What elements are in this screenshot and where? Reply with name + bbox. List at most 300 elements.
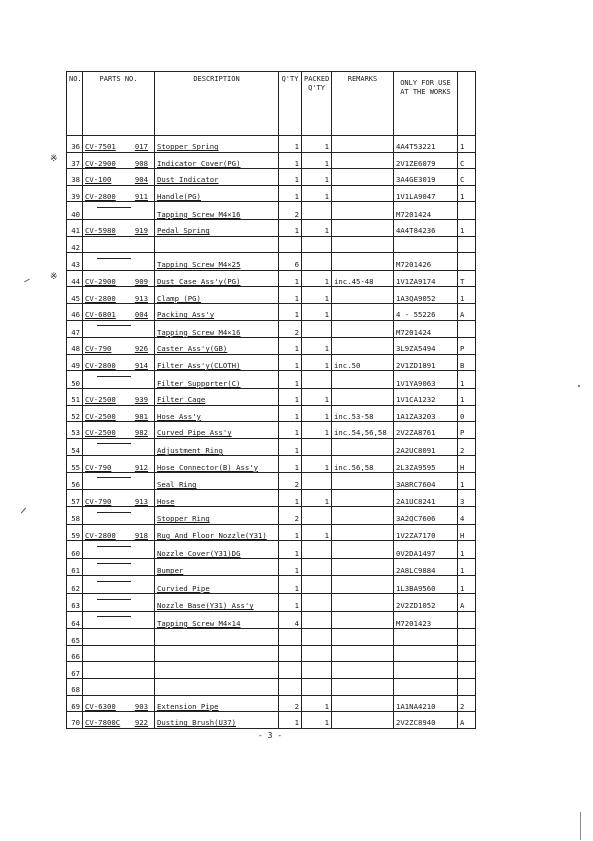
table-row bbox=[67, 438, 476, 456]
parts-number bbox=[83, 236, 155, 253]
works-flag-cell: H bbox=[458, 456, 476, 473]
row-number: 40 bbox=[67, 202, 83, 220]
parts-suffix: 918 bbox=[134, 530, 148, 540]
packed-qty-cell bbox=[302, 253, 332, 271]
row-number: 39 bbox=[67, 185, 83, 202]
row-number: 37 bbox=[67, 152, 83, 169]
packed-qty-cell bbox=[302, 507, 332, 525]
packed-qty-cell bbox=[302, 662, 332, 679]
description-cell bbox=[155, 645, 279, 662]
header-works: ONLY FOR USE AT THE WORKS bbox=[394, 72, 458, 136]
parts-number bbox=[83, 388, 155, 405]
works-flag-cell: B bbox=[458, 354, 476, 371]
row-number: 63 bbox=[67, 594, 83, 612]
table-row bbox=[67, 524, 476, 541]
works-code-cell: 1V1LA9047 bbox=[394, 185, 458, 202]
parts-suffix: 903 bbox=[134, 701, 148, 711]
parts-dash bbox=[97, 477, 131, 478]
description-cell: Hose bbox=[155, 490, 279, 507]
parts-table bbox=[66, 71, 476, 729]
parts-number bbox=[83, 422, 155, 439]
parts-number bbox=[83, 270, 155, 287]
row-number: 70 bbox=[67, 712, 83, 729]
parts-number bbox=[83, 136, 155, 153]
parts-number bbox=[83, 219, 155, 236]
parts-dash bbox=[97, 546, 131, 547]
parts-suffix: 913 bbox=[134, 496, 148, 506]
packed-qty-cell: 1 bbox=[302, 405, 332, 422]
parts-suffix: 913 bbox=[134, 293, 148, 303]
parts-dash bbox=[97, 563, 131, 564]
packed-qty-cell bbox=[302, 202, 332, 220]
parts-number bbox=[83, 611, 155, 629]
row-number: 62 bbox=[67, 576, 83, 594]
works-flag-cell: A bbox=[458, 303, 476, 320]
row-number: 42 bbox=[67, 236, 83, 253]
row-number: 41 bbox=[67, 219, 83, 236]
page-number: - 3 - bbox=[258, 731, 283, 740]
parts-suffix: 922 bbox=[134, 718, 148, 728]
works-code-cell: 3A4GE3019 bbox=[394, 169, 458, 186]
parts-code: CV-2500 bbox=[85, 428, 116, 438]
remarks-cell bbox=[332, 712, 394, 729]
packed-qty-cell: 1 bbox=[302, 490, 332, 507]
remarks-cell bbox=[332, 169, 394, 186]
table-row bbox=[67, 712, 476, 729]
table-row bbox=[67, 388, 476, 405]
remarks-cell: inc.56,58 bbox=[332, 456, 394, 473]
remarks-cell bbox=[332, 152, 394, 169]
row-number: 66 bbox=[67, 645, 83, 662]
row-number: 64 bbox=[67, 611, 83, 629]
quantity-cell: 1 bbox=[279, 287, 302, 304]
remarks-cell bbox=[332, 185, 394, 202]
table-row bbox=[67, 152, 476, 169]
packed-qty-cell: 1 bbox=[302, 303, 332, 320]
table-row bbox=[67, 371, 476, 389]
packed-qty-cell: 1 bbox=[302, 422, 332, 439]
table-row bbox=[67, 422, 476, 439]
parts-rows bbox=[67, 136, 476, 729]
description-cell: Curved Pipe Ass'y bbox=[155, 422, 279, 439]
works-flag-cell: 0 bbox=[458, 405, 476, 422]
parts-suffix: 919 bbox=[134, 226, 148, 236]
table-row bbox=[67, 253, 476, 271]
scan-speck bbox=[21, 507, 26, 513]
parts-number bbox=[83, 507, 155, 525]
parts-number bbox=[83, 558, 155, 576]
row-number: 46 bbox=[67, 303, 83, 320]
parts-code: CV-100 bbox=[85, 175, 112, 185]
works-code-cell: 1A1NA4210 bbox=[394, 695, 458, 712]
parts-number bbox=[83, 679, 155, 696]
description-cell: Extension Pipe bbox=[155, 695, 279, 712]
packed-qty-cell bbox=[302, 576, 332, 594]
parts-number bbox=[83, 662, 155, 679]
packed-qty-cell bbox=[302, 472, 332, 490]
quantity-cell: 1 bbox=[279, 152, 302, 169]
row-number: 57 bbox=[67, 490, 83, 507]
works-flag-cell: 1 bbox=[458, 185, 476, 202]
remarks-cell bbox=[332, 219, 394, 236]
packed-qty-cell: 1 bbox=[302, 185, 332, 202]
packed-qty-cell: 1 bbox=[302, 219, 332, 236]
row-number: 59 bbox=[67, 524, 83, 541]
table-row bbox=[67, 270, 476, 287]
description-cell: Filter Ass'y(CLOTH) bbox=[155, 354, 279, 371]
row-number: 43 bbox=[67, 253, 83, 271]
works-code-cell: 1V2ZA7170 bbox=[394, 524, 458, 541]
packed-qty-cell bbox=[302, 558, 332, 576]
parts-number bbox=[83, 712, 155, 729]
quantity-cell bbox=[279, 629, 302, 646]
works-code-cell: 3L9ZA5494 bbox=[394, 338, 458, 355]
quantity-cell: 1 bbox=[279, 594, 302, 612]
remarks-cell bbox=[332, 629, 394, 646]
table-row bbox=[67, 136, 476, 153]
works-flag-cell: H bbox=[458, 524, 476, 541]
parts-number bbox=[83, 629, 155, 646]
parts-code: CV-5980 bbox=[85, 226, 116, 236]
parts-number bbox=[83, 354, 155, 371]
description-cell: Nozzle Cover(Y31)DG bbox=[155, 541, 279, 559]
parts-number bbox=[83, 338, 155, 355]
works-code-cell: 1L3BA9560 bbox=[394, 576, 458, 594]
works-code-cell: 4A4T53221 bbox=[394, 136, 458, 153]
remarks-cell bbox=[332, 438, 394, 456]
row-number: 60 bbox=[67, 541, 83, 559]
row-number: 69 bbox=[67, 695, 83, 712]
parts-code: CV-2800 bbox=[85, 530, 116, 540]
parts-dash bbox=[97, 616, 131, 617]
quantity-cell bbox=[279, 236, 302, 253]
remarks-cell bbox=[332, 594, 394, 612]
quantity-cell bbox=[279, 662, 302, 679]
table-row bbox=[67, 405, 476, 422]
remarks-cell bbox=[332, 541, 394, 559]
description-cell: Rug And Floor Nozzle(Y31) bbox=[155, 524, 279, 541]
works-code-cell: M7201423 bbox=[394, 611, 458, 629]
parts-suffix: 904 bbox=[134, 175, 148, 185]
parts-suffix: 939 bbox=[134, 395, 148, 405]
remarks-cell: inc.45-48 bbox=[332, 270, 394, 287]
remarks-cell bbox=[332, 136, 394, 153]
parts-code: CV-6801 bbox=[85, 310, 116, 320]
table-row bbox=[67, 541, 476, 559]
description-cell bbox=[155, 679, 279, 696]
parts-code: CV-2900 bbox=[85, 158, 116, 168]
table-row bbox=[67, 679, 476, 696]
description-cell: Filter Cage bbox=[155, 388, 279, 405]
works-flag-cell: 1 bbox=[458, 541, 476, 559]
parts-code: CV-7800C bbox=[85, 718, 121, 728]
packed-qty-cell: 1 bbox=[302, 136, 332, 153]
revision-mark: ※ bbox=[50, 272, 58, 283]
parts-dash bbox=[97, 443, 131, 444]
table-row bbox=[67, 354, 476, 371]
works-code-cell: 4 - 55226 bbox=[394, 303, 458, 320]
table-row bbox=[67, 645, 476, 662]
quantity-cell: 1 bbox=[279, 422, 302, 439]
row-number: 61 bbox=[67, 558, 83, 576]
row-number: 44 bbox=[67, 270, 83, 287]
row-number: 48 bbox=[67, 338, 83, 355]
parts-number bbox=[83, 152, 155, 169]
parts-code: CV-2800 bbox=[85, 192, 116, 202]
parts-number bbox=[83, 490, 155, 507]
remarks-cell bbox=[332, 558, 394, 576]
works-code-cell bbox=[394, 629, 458, 646]
description-cell: Handle(PG) bbox=[155, 185, 279, 202]
works-code-cell: 1V1CA1232 bbox=[394, 388, 458, 405]
parts-number bbox=[83, 645, 155, 662]
row-number: 50 bbox=[67, 371, 83, 389]
works-code-cell: M7201424 bbox=[394, 202, 458, 220]
row-number: 45 bbox=[67, 287, 83, 304]
works-code-cell: 3A2QC7606 bbox=[394, 507, 458, 525]
packed-qty-cell bbox=[302, 371, 332, 389]
works-code-cell: 2A2UC8091 bbox=[394, 438, 458, 456]
works-flag-cell: T bbox=[458, 270, 476, 287]
parts-suffix: 908 bbox=[134, 158, 148, 168]
parts-number bbox=[83, 695, 155, 712]
quantity-cell: 1 bbox=[279, 576, 302, 594]
works-flag-cell: 2 bbox=[458, 695, 476, 712]
parts-dash bbox=[97, 258, 131, 259]
parts-code: CV-790 bbox=[85, 462, 112, 472]
packed-qty-cell: 1 bbox=[302, 524, 332, 541]
scan-speck bbox=[580, 812, 581, 840]
table-row bbox=[67, 472, 476, 490]
packed-qty-cell: 1 bbox=[302, 338, 332, 355]
row-number: 55 bbox=[67, 456, 83, 473]
parts-code: CV-790 bbox=[85, 496, 112, 506]
parts-number bbox=[83, 303, 155, 320]
parts-number bbox=[83, 320, 155, 338]
works-code-cell: 2L3ZA9595 bbox=[394, 456, 458, 473]
description-cell: Tapping Screw M4×25 bbox=[155, 253, 279, 271]
header-works-extra bbox=[458, 72, 476, 136]
parts-code: CV-6300 bbox=[85, 701, 116, 711]
works-flag-cell bbox=[458, 662, 476, 679]
header-parts-no: PARTS NO. bbox=[83, 72, 155, 136]
works-flag-cell: 1 bbox=[458, 388, 476, 405]
works-flag-cell bbox=[458, 236, 476, 253]
quantity-cell: 2 bbox=[279, 202, 302, 220]
row-number: 58 bbox=[67, 507, 83, 525]
description-cell: Bumper bbox=[155, 558, 279, 576]
description-cell: Seal Ring bbox=[155, 472, 279, 490]
works-flag-cell bbox=[458, 629, 476, 646]
works-flag-cell bbox=[458, 253, 476, 271]
table-row bbox=[67, 185, 476, 202]
row-number: 54 bbox=[67, 438, 83, 456]
quantity-cell: 4 bbox=[279, 611, 302, 629]
quantity-cell: 1 bbox=[279, 169, 302, 186]
packed-qty-cell bbox=[302, 541, 332, 559]
quantity-cell: 1 bbox=[279, 388, 302, 405]
table-row bbox=[67, 169, 476, 186]
description-cell: Tapping Screw M4×14 bbox=[155, 611, 279, 629]
parts-dash bbox=[97, 207, 131, 208]
parts-code: CV-2800 bbox=[85, 293, 116, 303]
description-cell: Stopper Ring bbox=[155, 507, 279, 525]
works-code-cell: 1V1YA9063 bbox=[394, 371, 458, 389]
packed-qty-cell bbox=[302, 645, 332, 662]
works-code-cell: 0V2DA1497 bbox=[394, 541, 458, 559]
quantity-cell: 1 bbox=[279, 219, 302, 236]
table-row bbox=[67, 490, 476, 507]
packed-qty-cell: 1 bbox=[302, 388, 332, 405]
remarks-cell: inc.50 bbox=[332, 354, 394, 371]
quantity-cell: 1 bbox=[279, 558, 302, 576]
works-code-cell bbox=[394, 236, 458, 253]
works-flag-cell: 1 bbox=[458, 558, 476, 576]
parts-code: CV-2900 bbox=[85, 277, 116, 287]
parts-code: CV-2800 bbox=[85, 361, 116, 371]
parts-number bbox=[83, 405, 155, 422]
parts-suffix: 912 bbox=[134, 462, 148, 472]
works-flag-cell: 1 bbox=[458, 219, 476, 236]
description-cell: Tapping Screw M4×16 bbox=[155, 202, 279, 220]
description-cell: Tapping Screw M4×16 bbox=[155, 320, 279, 338]
quantity-cell: 1 bbox=[279, 185, 302, 202]
parts-code: CV-790 bbox=[85, 344, 112, 354]
packed-qty-cell: 1 bbox=[302, 287, 332, 304]
remarks-cell bbox=[332, 679, 394, 696]
quantity-cell: 2 bbox=[279, 507, 302, 525]
parts-number bbox=[83, 524, 155, 541]
table-row bbox=[67, 236, 476, 253]
works-flag-cell: 1 bbox=[458, 576, 476, 594]
parts-number bbox=[83, 576, 155, 594]
packed-qty-cell bbox=[302, 320, 332, 338]
works-code-cell: 4A4T84236 bbox=[394, 219, 458, 236]
parts-dash bbox=[97, 376, 131, 377]
remarks-cell bbox=[332, 490, 394, 507]
description-cell bbox=[155, 236, 279, 253]
description-cell: Clamp (PG) bbox=[155, 287, 279, 304]
parts-suffix: 981 bbox=[134, 411, 148, 421]
parts-number bbox=[83, 594, 155, 612]
table-row bbox=[67, 338, 476, 355]
parts-dash bbox=[97, 325, 131, 326]
works-flag-cell: A bbox=[458, 594, 476, 612]
table-row bbox=[67, 662, 476, 679]
remarks-cell bbox=[332, 320, 394, 338]
quantity-cell: 1 bbox=[279, 136, 302, 153]
remarks-cell: inc.54,56,58 bbox=[332, 422, 394, 439]
header-no: NO. bbox=[67, 72, 83, 136]
parts-code: CV-2500 bbox=[85, 411, 116, 421]
packed-qty-cell bbox=[302, 438, 332, 456]
packed-qty-cell bbox=[302, 236, 332, 253]
parts-suffix: 911 bbox=[134, 192, 148, 202]
works-flag-cell: P bbox=[458, 422, 476, 439]
table-row bbox=[67, 320, 476, 338]
remarks-cell bbox=[332, 388, 394, 405]
works-flag-cell bbox=[458, 202, 476, 220]
table-row bbox=[67, 219, 476, 236]
works-code-cell bbox=[394, 679, 458, 696]
parts-dash bbox=[97, 512, 131, 513]
parts-suffix: 982 bbox=[134, 428, 148, 438]
description-cell: Curvied Pipe bbox=[155, 576, 279, 594]
packed-qty-cell bbox=[302, 594, 332, 612]
parts-number bbox=[83, 202, 155, 220]
row-number: 36 bbox=[67, 136, 83, 153]
works-code-cell: 2V1ZD1891 bbox=[394, 354, 458, 371]
parts-number bbox=[83, 472, 155, 490]
parts-number bbox=[83, 169, 155, 186]
remarks-cell bbox=[332, 371, 394, 389]
works-flag-cell: C bbox=[458, 169, 476, 186]
works-flag-cell: 3 bbox=[458, 490, 476, 507]
parts-suffix: 004 bbox=[134, 310, 148, 320]
packed-qty-cell: 1 bbox=[302, 270, 332, 287]
description-cell: Hose Ass'y bbox=[155, 405, 279, 422]
row-number: 56 bbox=[67, 472, 83, 490]
works-flag-cell: 1 bbox=[458, 287, 476, 304]
remarks-cell bbox=[332, 287, 394, 304]
works-code-cell: 2V2ZD1052 bbox=[394, 594, 458, 612]
works-flag-cell: 1 bbox=[458, 472, 476, 490]
quantity-cell: 1 bbox=[279, 712, 302, 729]
parts-number bbox=[83, 185, 155, 202]
works-code-cell bbox=[394, 662, 458, 679]
works-flag-cell: 1 bbox=[458, 371, 476, 389]
parts-number bbox=[83, 253, 155, 271]
description-cell: Packing Ass'y bbox=[155, 303, 279, 320]
works-flag-cell bbox=[458, 320, 476, 338]
description-cell: Filter Supporter(C) bbox=[155, 371, 279, 389]
parts-suffix: 909 bbox=[134, 277, 148, 287]
works-code-cell: 2V2ZA8761 bbox=[394, 422, 458, 439]
quantity-cell: 1 bbox=[279, 524, 302, 541]
table-row bbox=[67, 594, 476, 612]
table-row bbox=[67, 303, 476, 320]
row-number: 52 bbox=[67, 405, 83, 422]
description-cell bbox=[155, 629, 279, 646]
quantity-cell bbox=[279, 645, 302, 662]
quantity-cell: 1 bbox=[279, 405, 302, 422]
packed-qty-cell bbox=[302, 629, 332, 646]
description-cell: Hose Connector(B) Ass'y bbox=[155, 456, 279, 473]
table-row bbox=[67, 576, 476, 594]
quantity-cell: 1 bbox=[279, 354, 302, 371]
description-cell: Adjustment Ring bbox=[155, 438, 279, 456]
parts-dash bbox=[97, 581, 131, 582]
remarks-cell bbox=[332, 338, 394, 355]
remarks-cell bbox=[332, 253, 394, 271]
description-cell: Pedal Spring bbox=[155, 219, 279, 236]
packed-qty-cell: 1 bbox=[302, 354, 332, 371]
remarks-cell bbox=[332, 576, 394, 594]
works-flag-cell bbox=[458, 611, 476, 629]
table-row bbox=[67, 695, 476, 712]
works-code-cell bbox=[394, 645, 458, 662]
parts-number bbox=[83, 541, 155, 559]
parts-number bbox=[83, 438, 155, 456]
quantity-cell: 2 bbox=[279, 695, 302, 712]
description-cell: Indicator Cover(PG) bbox=[155, 152, 279, 169]
works-flag-cell: 2 bbox=[458, 438, 476, 456]
packed-qty-cell: 1 bbox=[302, 456, 332, 473]
parts-suffix: 017 bbox=[134, 142, 148, 152]
works-code-cell: 1A1ZA3203 bbox=[394, 405, 458, 422]
parts-number bbox=[83, 456, 155, 473]
remarks-cell bbox=[332, 236, 394, 253]
